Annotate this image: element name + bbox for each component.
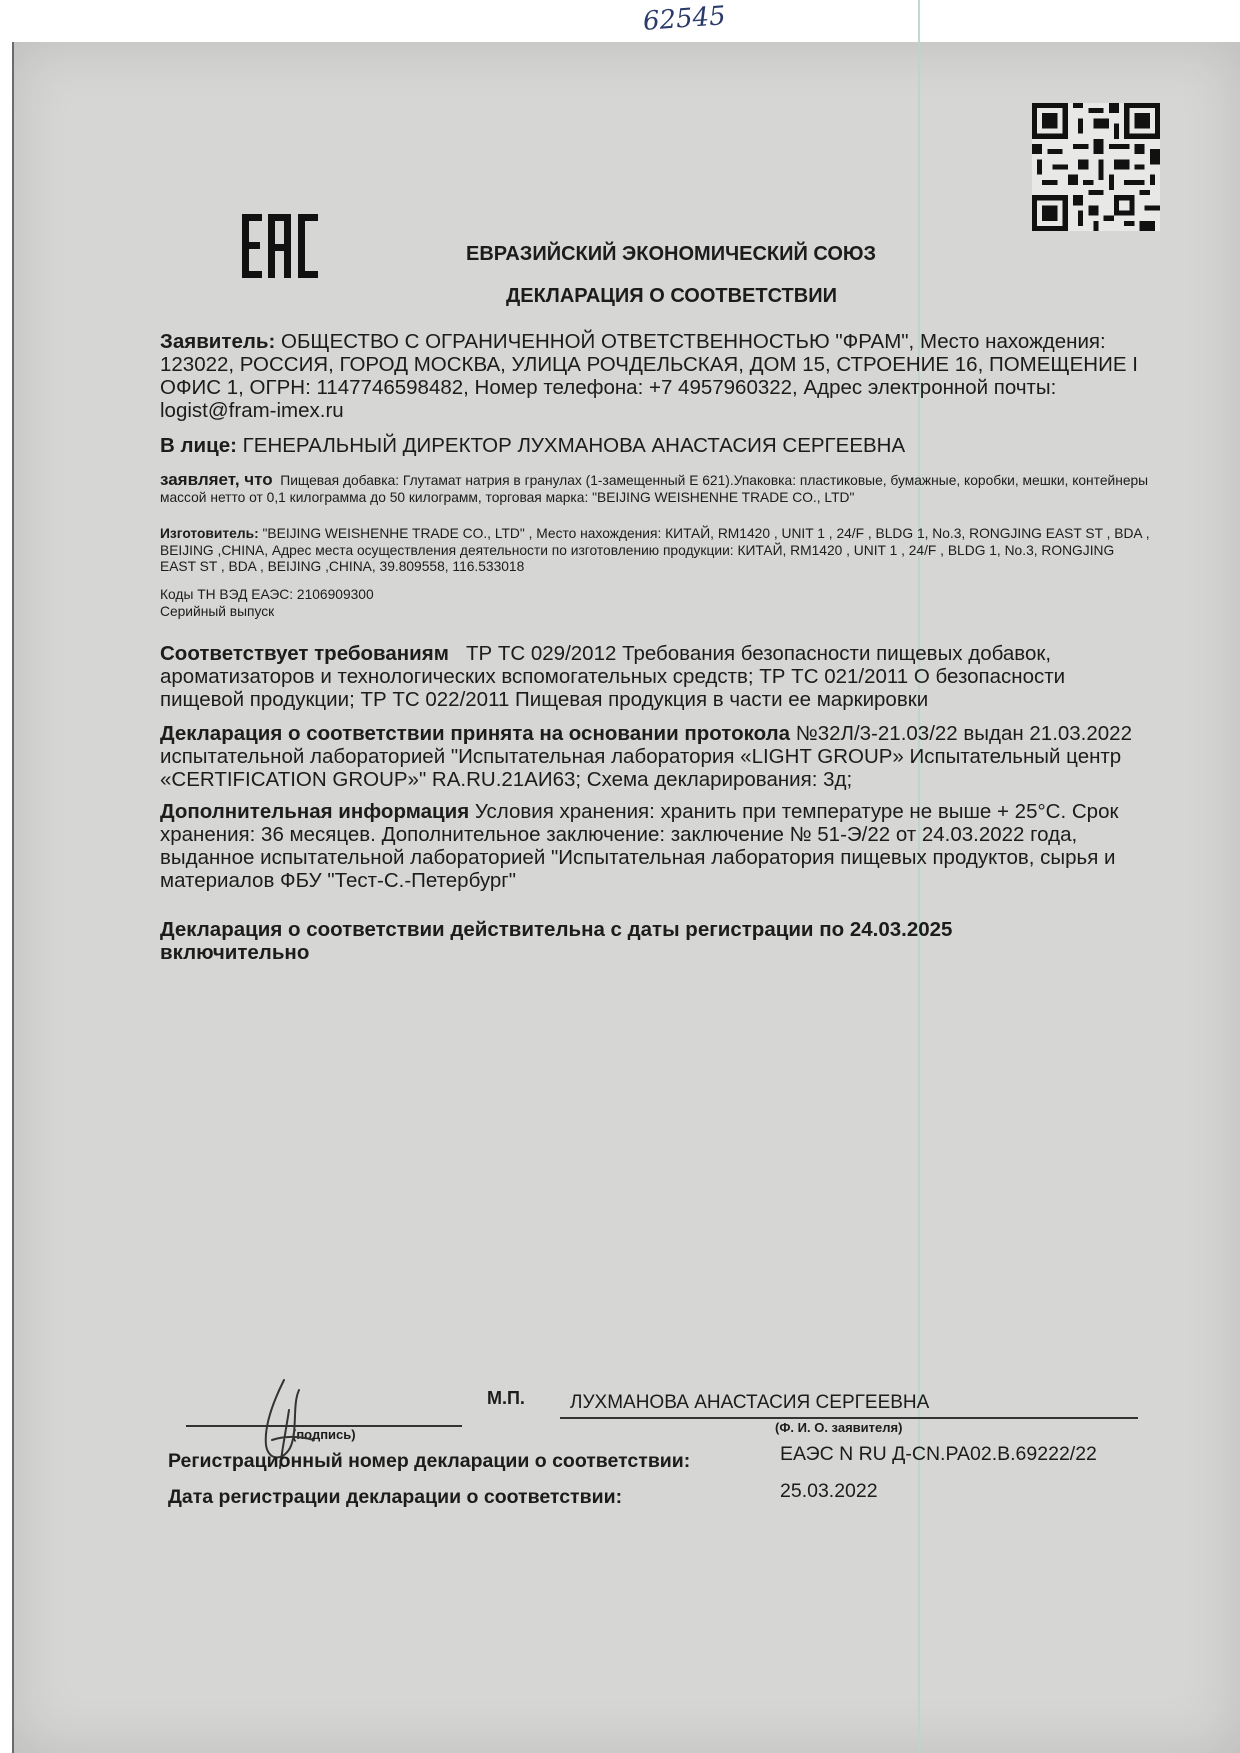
- declares-label: заявляет, что: [160, 470, 273, 489]
- codes-line: Коды ТН ВЭД ЕАЭС: 2106909300: [160, 587, 374, 602]
- basis-text: №32Л/3-21.03/22 выдан 21.03.2022 испытательной лабораторией "Испытательная лаборатория «LIGHT GROUP» Испытательный центр «CERTIFICATION GROUP»" RA.RU.21АИ63; Схема декларирования: 3д;: [160, 722, 1132, 791]
- additional-label: Дополнительная информация: [160, 800, 470, 823]
- manufacturer-label: Изготовитель:: [160, 526, 259, 541]
- manufacturer-text: "BEIJING WEISHENHE TRADE CO., LTD" , Место нахождения: КИТАЙ, RM1420 , UNIT 1 , 24/F , BLDG 1, No.3, RONGJING EAST ST , BDA , BEIJING ,CHINA, Адрес места осуществления деятельности по изготовлению продукции: КИТАЙ, RM1420 , UNIT 1 , 24/F , BLDG 1, No.3, RONGJING EAST ST , BDA , BEIJING ,CHINA, 39.809558, 116.533018: [160, 526, 1150, 574]
- qr-code-icon: [1032, 103, 1160, 231]
- reg-number: ЕАЭС N RU Д-CN.PA02.B.69222/22: [780, 1443, 1097, 1465]
- conforms-label: Соответствует требованиям: [160, 642, 449, 665]
- conforms-text: ТР ТС 029/2012 Требования безопасности пищевых добавок, ароматизаторов и технологических вспомогательных средств; ТР ТС 021/2011 О безопасности пищевой продукции; ТР ТС 022/2011 Пищевая продукция в части ее маркировки: [160, 642, 1066, 711]
- additional-section: [160, 800, 1150, 892]
- sheet-edge: [12, 42, 14, 1753]
- basis-label: Декларация о соответствии принята на основании протокола: [160, 722, 791, 745]
- handwritten-corner-note: 62545: [642, 1, 727, 37]
- applicant-section: [160, 330, 1150, 422]
- union-header: ЕВРАЗИЙСКИЙ ЭКОНОМИЧЕСКИЙ СОЮЗ: [466, 243, 877, 265]
- signature-caption: (подпись): [292, 1427, 356, 1442]
- eac-mark-icon: [240, 210, 320, 282]
- product-text: Пищевая добавка: Глутамат натрия в гранулах (1-замещенный Е 621).Упаковка: пластиковые, бумажные, коробки, мешки, контейнеры массой нетто от 0,1 килограмма до 50 килограмм, торговая марка: "BEIJING WEISHENHE TRADE CO., LTD": [160, 473, 1149, 505]
- reg-date: 25.03.2022: [780, 1480, 878, 1502]
- seal-place-label: М.П.: [487, 1388, 525, 1408]
- reg-number-label: Регистрационный номер декларации о соответствии:: [168, 1450, 691, 1472]
- person-section: [160, 434, 1150, 457]
- reg-date-label: Дата регистрации декларации о соответствии:: [168, 1486, 623, 1508]
- additional-text: Условия хранения: хранить при температуре не выше + 25°С. Срок хранения: 36 месяцев. Дополнительное заключение: заключение № 51-Э/22 от 24.03.2022 года, выданное испытательной лабораторией "Испытательная лаборатория пищевых продуктов, сырья и материалов ФБУ "Тест-С.-Петербург": [160, 800, 1119, 892]
- document-title: ДЕКЛАРАЦИЯ О СООТВЕТСТВИИ: [506, 285, 837, 307]
- declares-section: [160, 472, 1150, 506]
- applicant-label: Заявитель:: [160, 330, 276, 353]
- basis-section: [160, 722, 1150, 791]
- series-line: Серийный выпуск: [160, 604, 275, 619]
- person-label: В лице:: [160, 434, 237, 457]
- applicant-text: ОБЩЕСТВО С ОГРАНИЧЕННОЙ ОТВЕТСТВЕННОСТЬЮ "ФРАМ", Место нахождения: 123022, РОССИЯ, ГОРОД МОСКВА, УЛИЦА РОЧДЕЛЬСКАЯ, ДОМ 15, СТРОЕНИЕ 16, ПОМЕЩЕНИЕ I ОФИС 1, ОГРН: 1147746598482, Номер телефона: +7 4957960322, Адрес электронной почты: logist@fram-imex.ru: [160, 330, 1138, 422]
- manufacturer-section: [160, 526, 1150, 576]
- name-caption: (Ф. И. О. заявителя): [775, 1420, 903, 1435]
- person-text: ГЕНЕРАЛЬНЫЙ ДИРЕКТОР ЛУХМАНОВА АНАСТАСИЯ СЕРГЕЕВНА: [242, 434, 906, 457]
- applicant-name: ЛУХМАНОВА АНАСТАСИЯ СЕРГЕЕВНА: [570, 1392, 930, 1413]
- conforms-section: [160, 642, 1150, 711]
- validity-text: Декларация о соответствии действительна с даты регистрации по 24.03.2025 включительно: [160, 918, 953, 964]
- name-line: [560, 1417, 1138, 1419]
